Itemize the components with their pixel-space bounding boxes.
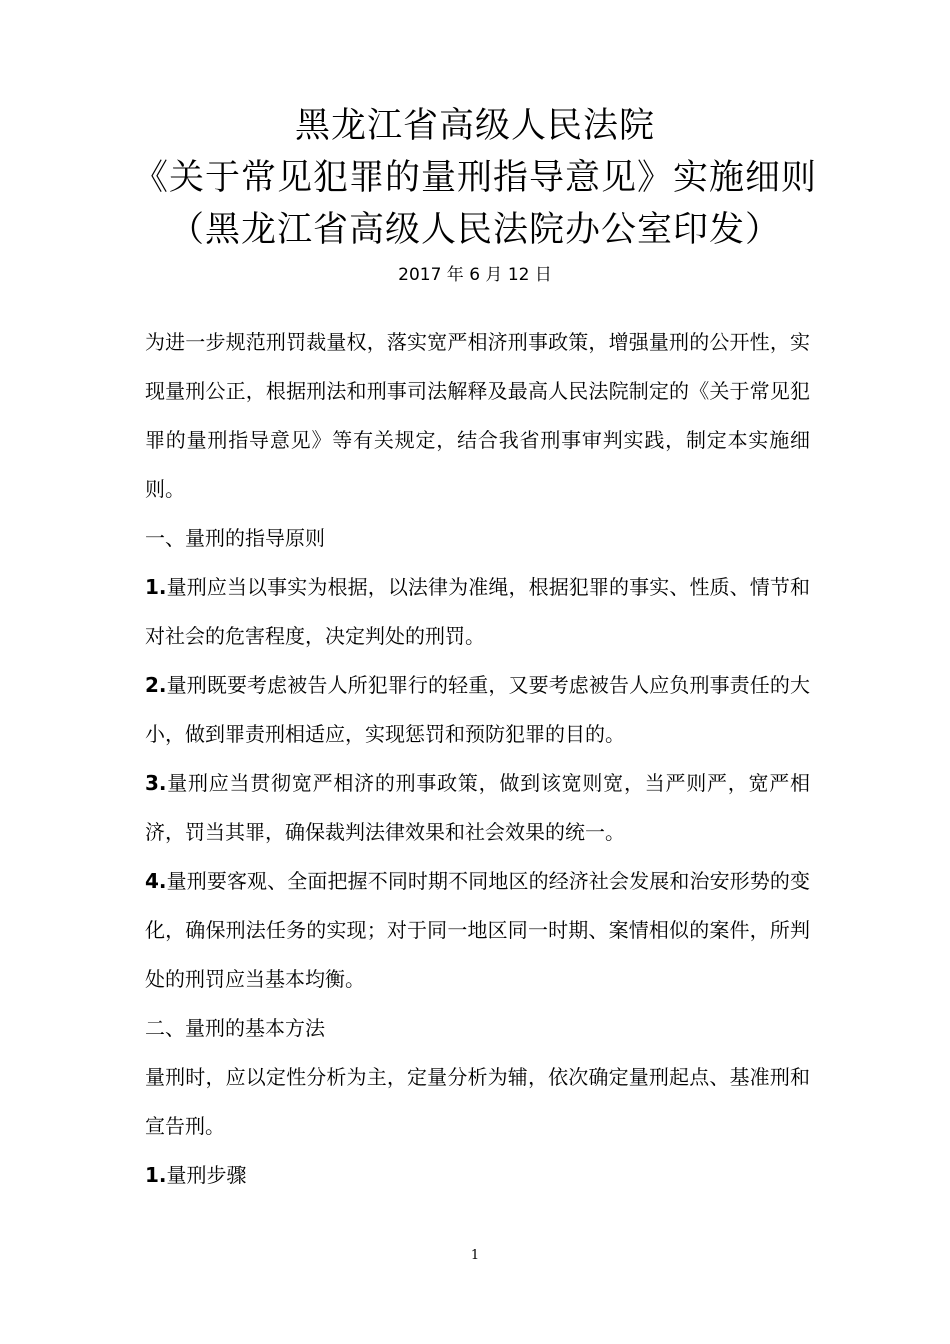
item-text: 量刑既要考虑被告人所犯罪行的轻重，又要考虑被告人应负刑事责任的大小，做到罪责刑相适应，实现惩罚和预防犯罪的目的。 xyxy=(145,673,810,746)
principle-item xyxy=(145,857,810,1004)
title-line: （黑龙江省高级人民法院办公室印发） xyxy=(168,210,781,250)
intro-paragraph: 为进一步规范刑罚裁量权，落实宽严相济刑事政策，增强量刑的公开性，实现量刑公正，根据刑法和刑事司法解释及最高人民法院制定的《关于常见犯罪的量刑指导意见》等有关规定，结合我省刑事审判实践，制定本实施细则。 xyxy=(145,330,810,501)
item-text: 量刑应当贯彻宽严相济的刑事政策，做到该宽则宽，当严则严，宽严相济，罚当其罪，确保裁判法律效果和社会效果的统一。 xyxy=(145,771,810,844)
item-number: 2. xyxy=(145,673,167,697)
item-number: 1. xyxy=(145,575,167,599)
item-text: 量刑应当以事实为根据，以法律为准绳，根据犯罪的事实、性质、情节和对社会的危害程度，决定判处的刑罚。 xyxy=(145,575,810,648)
title-line: 黑龙江省高级人民法院 xyxy=(294,106,655,146)
item-text: 量刑步骤 xyxy=(166,1163,247,1187)
page-number: 1 xyxy=(470,1248,480,1263)
principle-item xyxy=(145,759,810,857)
section-paragraph: 量刑时，应以定性分析为主，定量分析为辅，依次确定量刑起点、基准刑和宣告刑。 xyxy=(145,1065,810,1138)
item-text: 量刑要客观、全面把握不同时期不同地区的经济社会发展和治安形势的变化，确保刑法任务的实现；对于同一地区同一时期、案情相似的案件，所判处的刑罚应当基本均衡。 xyxy=(145,869,810,991)
item-number: 1. xyxy=(145,1163,167,1187)
section-heading: 一、量刑的指导原则 xyxy=(145,526,325,550)
step-item xyxy=(145,1151,810,1200)
principle-item xyxy=(145,661,810,759)
title-line: 《关于常见犯罪的量刑指导意见》实施细则 xyxy=(132,158,817,198)
item-number: 3. xyxy=(145,771,167,795)
document-title xyxy=(0,100,950,256)
section-heading: 二、量刑的基本方法 xyxy=(145,1016,325,1040)
principle-item xyxy=(145,563,810,661)
item-number: 4. xyxy=(145,869,167,893)
document-date: 2017 年 6 月 12 日 xyxy=(398,265,552,285)
document-body xyxy=(145,318,810,1200)
